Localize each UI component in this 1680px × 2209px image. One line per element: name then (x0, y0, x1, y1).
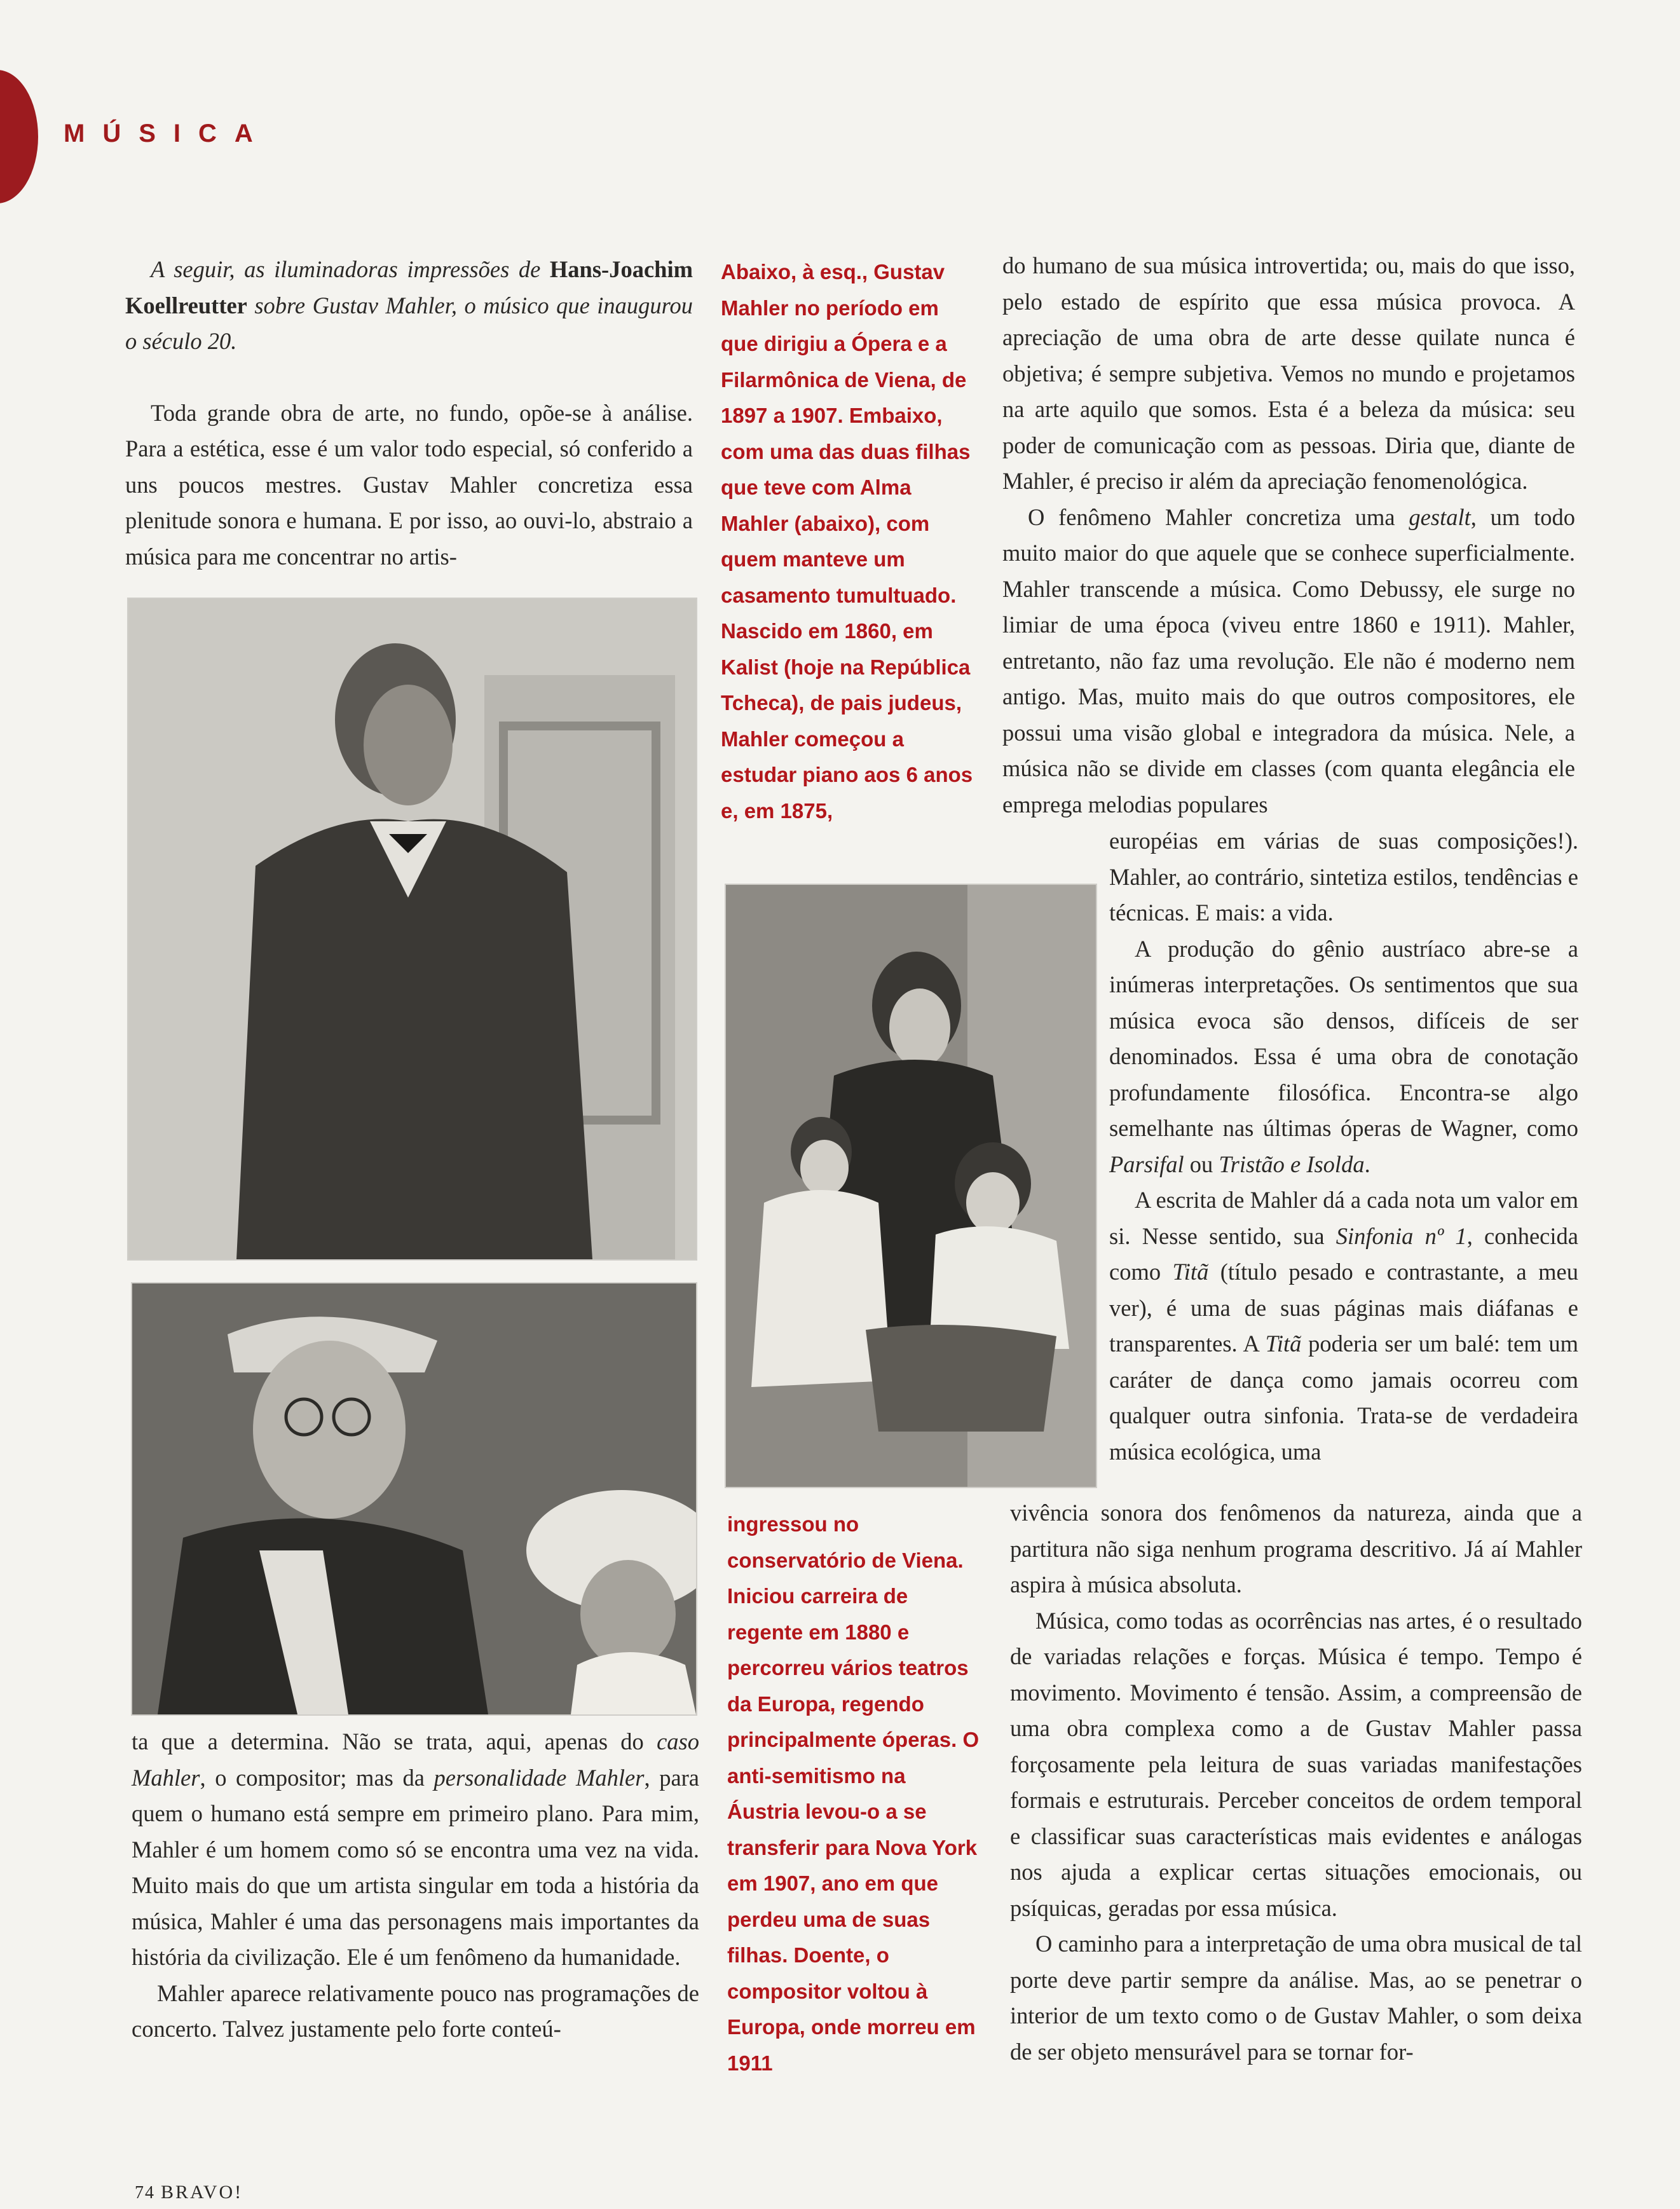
photo-caption-bottom: ingressou no conservatório de Viena. Iniciou carreira de regente em 1880 e percorreu vários teatros da Europa, regendo principalmente óperas. O anti-semitismo na Áustria levou-o a se transferir para Nova York em 1907, ano em que perdeu uma de suas filhas. Doente, o compositor voltou à Europa, onde morreu em 1911 (727, 1512, 980, 2075)
section-tab (0, 70, 38, 203)
photo-alma-with-daughters (725, 884, 1097, 1488)
paragraph: ta que a determina. Não se trata, aqui, apenas do caso Mahler, o compositor; mas da personalidade Mahler, para quem o humano está sempre em primeiro plano. Para mim, Mahler é um homem como só se encontra uma vez na vida. Muito mais do que um artista singular em toda a história da música, Mahler é uma das personagens mais importantes da história da civilização. Ele é um fenômeno da humanidade. (132, 1728, 699, 1970)
page-number: 74 (135, 2183, 155, 2203)
paragraph: A escrita de Mahler dá a cada nota um valor em si. Nesse sentido, sua Sinfonia nº 1, conhecida como Titã (título pesado e contrastante, a meu ver), é uma de suas páginas mais diáfanas e transparentes. A Titã poderia ser um balé: tem um caráter de dança como jamais ocorreu com qualquer outra sinfonia. Trata-se de verdadeira música ecológica, uma (1109, 1187, 1578, 1465)
intro-lead: A seguir, as iluminadoras impressões de Hans-Joachim Koellreutter sobre Gustav Mahler, o músico que inaugurou o século 20. (125, 256, 693, 354)
column-right (1002, 248, 1575, 823)
paragraph: O caminho para a interpretação de uma obra musical de tal porte deve partir sempre da análise. Mas, ao se penetrar o interior de um texto como o de Gustav Mahler, o som deixa de ser objeto mensurável para se tornar for- (1010, 1931, 1582, 2065)
column-left (125, 252, 693, 575)
column-left-continued (132, 1724, 699, 2048)
paragraph: Música, como todas as ocorrências nas artes, é o resultado de variadas relações e forças. Música é tempo. Tempo é movimento. Movimento é tensão. Assim, a compreensão de uma obra complexa como a de Gustav Mahler passa forçosamente pela leitura de suas variadas manifestações formais e estruturais. Perceber conceitos de ordem temporal e classificar suas características mais evidentes e análogas nos ajuda a explicar certas situações emocionais, ou psíquicas, geradas por essa música. (1010, 1607, 1582, 1921)
page-folio (135, 2182, 243, 2203)
paragraph: Toda grande obra de arte, no fundo, opõe-se à análise. Para a estética, esse é um valor todo especial, só conferido a uns poucos mestres. Gustav Mahler concretiza essa plenitude sonora e humana. E por isso, ao ouvi-lo, abstraio a música para me concentrar no artis- (125, 399, 693, 570)
photo-mahler-with-daughter (131, 1282, 697, 1716)
section-label: MÚSICA (64, 120, 271, 147)
column-right-wrap (1109, 823, 1578, 1470)
paragraph: do humano de sua música introvertida; ou, mais do que isso, pelo estado de espírito que essa música provoca. A apreciação de uma obra de arte desse quilate nunca é objetiva; é sempre subjetiva. Vemos no mundo e projetamos na arte aquilo que somos. Esta é a beleza da música: seu poder de comunicação com as pessoas. Diria que, diante de Mahler, é preciso ir além da apreciação fenomenológica. (1002, 252, 1575, 494)
magazine-name: BRAVO! (161, 2182, 243, 2203)
paragraph: vivência sonora dos fenômenos da natureza, ainda que a partitura não siga nenhum programa descritivo. Já aí Mahler aspira à música absoluta. (1010, 1500, 1582, 1597)
column-right-lower (1010, 1495, 1582, 2070)
paragraph: Mahler aparece relativamente pouco nas programações de concerto. Talvez justamente pelo forte conteú- (132, 1980, 699, 2042)
paragraph: O fenômeno Mahler concretiza uma gestalt, um todo muito maior do que aquele que se conhece superficialmente. Mahler transcende a música. Como Debussy, ele surge no limiar de uma época (viveu entre 1860 e 1911). Mahler, entretanto, não faz uma revolução. Ele não é moderno nem antigo. Mas, muito mais do que outros compositores, ele possui uma visão global e integradora da música. Nele, a música não se divide em classes (com quanta elegância ele emprega melodias populares (1002, 503, 1575, 817)
paragraph: européias em várias de suas composições!). Mahler, ao contrário, sintetiza estilos, tendências e técnicas. E mais: a vida. (1109, 828, 1578, 926)
paragraph: A produção do gênio austríaco abre-se a inúmeras interpretações. Os sentimentos que sua música evoca são densos, difíceis de ser denominados. Essa é uma obra de conotação profundamente filosófica. Encontra-se algo semelhante nas últimas óperas de Wagner, como Parsifal ou Tristão e Isolda. (1109, 935, 1578, 1177)
photo-caption-top: Abaixo, à esq., Gustav Mahler no período em que dirigiu a Ópera e a Filarmônica de Viena, de 1897 a 1907. Embaixo, com uma das duas filhas que teve com Alma Mahler (abaixo), com quem manteve um casamento tumultuado. Nascido em 1860, em Kalist (hoje na República Tcheca), de pais judeus, Mahler começou a estudar piano aos 6 anos e, em 1875, (721, 260, 973, 823)
author-name: Hans-Joachim Koellreutter (125, 256, 693, 318)
photo-mahler-standing (127, 598, 697, 1261)
